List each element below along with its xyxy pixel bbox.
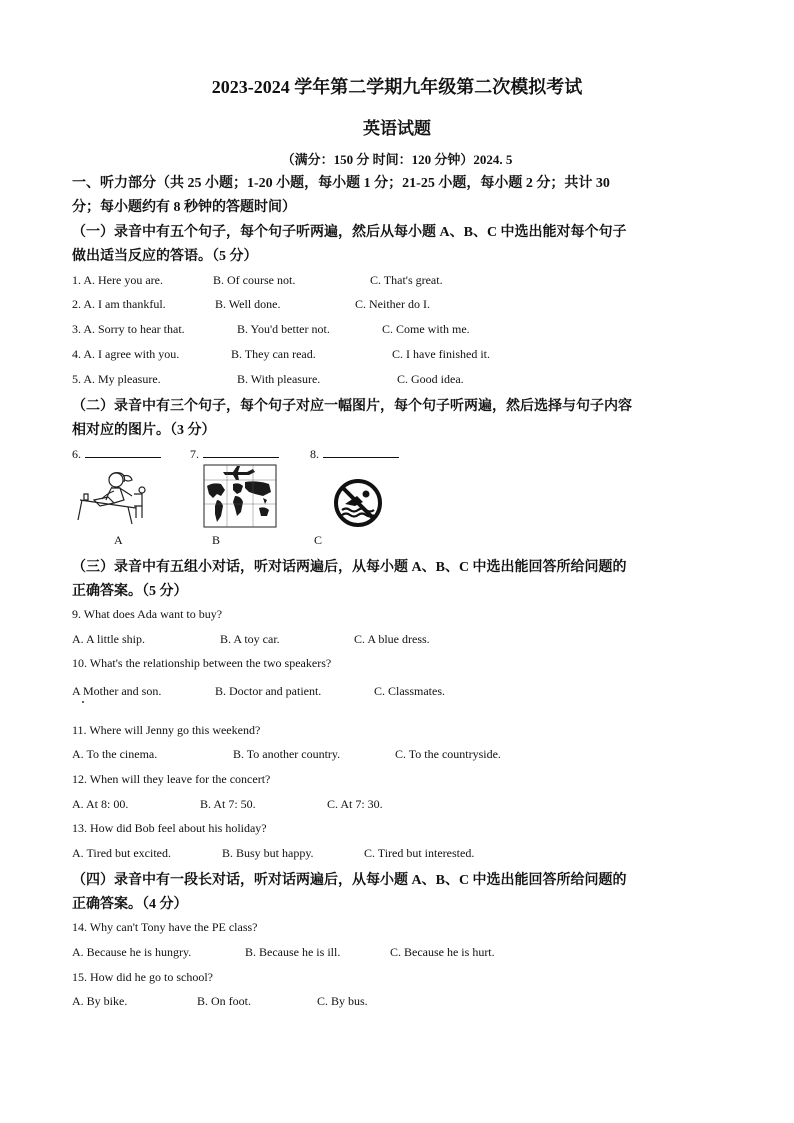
option-c[interactable]: C. A blue dress. [354,632,430,646]
option-b[interactable]: B. You'd better not. [237,322,330,336]
option-a[interactable]: 1. A. Here you are. [72,273,163,287]
option-b[interactable]: B. To another country. [233,747,341,761]
section2-instruction-line1: （二）录音中有三个句子，每个句子对应一幅图片，每个句子听两遍，然后选择与句子内容 [72,399,632,414]
option-a[interactable]: A Mother and son. [72,684,162,698]
option-b[interactable]: B. On foot. [197,994,251,1008]
girl-writing-icon [76,470,150,526]
option-c[interactable]: C. I have finished it. [392,347,490,361]
option-a[interactable]: A. Tired but excited. [72,846,171,860]
option-a[interactable]: A. By bike. [72,994,128,1008]
option-c[interactable]: C. Tired but interested. [364,846,475,860]
option-a[interactable]: A. At 8: 00. [72,797,129,811]
part1-heading-line1: 一、听力部分（共 25 小题；1-20 小题，每小题 1 分；21-25 小题，每小题 2 分；共计 30 [72,176,610,191]
blank-line [85,446,161,458]
option-b[interactable]: B. Busy but happy. [222,846,314,860]
option-b[interactable]: B. Of course not. [213,273,296,287]
blank-number: 7. [190,447,199,461]
option-a[interactable]: A. Because he is hungry. [72,945,192,959]
question-stem: 12. When will they leave for the concert? [72,772,271,786]
part1-heading-line2: 分；每小题约有 8 秒钟的答题时间） [72,200,296,215]
exam-title: 2023-2024 学年第二学期九年级第二次模拟考试 [211,77,583,97]
blank-line [203,446,279,458]
option-c[interactable]: C. Neither do I. [355,297,430,311]
option-c[interactable]: C. To the countryside. [395,747,501,761]
question-stem: 15. How did he go to school? [72,970,213,984]
option-b[interactable]: B. Because he is ill. [245,945,341,959]
picture-label-b: B [212,533,221,547]
option-c[interactable]: C. Classmates. [374,684,445,698]
blank-line [323,446,399,458]
section1-instruction-line1: （一）录音中有五个句子，每个句子听两遍，然后从每小题 A、B、C 中选出能对每个句子 [72,225,627,240]
section3-instruction-line1: （三）录音中有五组小对话，听对话两遍后，从每小题 A、B、C 中选出能回答所给问题的 [72,560,627,575]
option-b[interactable]: B. Doctor and patient. [215,684,322,698]
option-b[interactable]: B. They can read. [231,347,316,361]
section3-instruction-line2: 正确答案。（5 分） [72,584,188,599]
blank-number: 8. [310,447,319,461]
picture-label-c: C [314,533,323,547]
picture-label-a: A [114,533,123,547]
option-a[interactable]: A. To the cinema. [72,747,158,761]
option-c[interactable]: C. That's great. [370,273,443,287]
option-a[interactable]: 2. A. I am thankful. [72,297,166,311]
option-b[interactable]: B. Well done. [215,297,281,311]
no-swimming-sign-icon [333,478,383,528]
option-c[interactable]: C. Good idea. [397,372,464,386]
section4-instruction-line1: （四）录音中有一段长对话，听对话两遍后，从每小题 A、B、C 中选出能回答所给问题的 [72,873,627,888]
option-a[interactable]: 4. A. I agree with you. [72,347,180,361]
option-c[interactable]: C. By bus. [317,994,368,1008]
option-b[interactable]: B. A toy car. [220,632,280,646]
question-stem: 11. Where will Jenny go this weekend? [72,723,261,737]
option-a[interactable]: 3. A. Sorry to hear that. [72,322,185,336]
section4-instruction-line2: 正确答案。（4 分） [72,897,188,912]
option-c[interactable]: C. Because he is hurt. [390,945,495,959]
answer-blank-6[interactable] [72,446,161,462]
world-map-airplane-icon [203,464,277,528]
question-stem: 13. How did Bob feel about his holiday? [72,821,267,835]
exam-subject: 英语试题 [363,119,431,138]
option-c[interactable]: C. At 7: 30. [327,797,383,811]
option-a[interactable]: 5. A. My pleasure. [72,372,161,386]
answer-blank-8[interactable] [310,446,399,462]
section1-instruction-line2: 做出适当反应的答语。（5 分） [72,249,258,264]
answer-blank-7[interactable] [190,446,279,462]
section2-instruction-line2: 相对应的图片。（3 分） [72,423,216,438]
blank-number: 6. [72,447,81,461]
option-a[interactable]: A. A little ship. [72,632,146,646]
option-b[interactable]: B. With pleasure. [237,372,321,386]
stray-dot [82,701,84,703]
question-stem: 9. What does Ada want to buy? [72,607,223,621]
option-c[interactable]: C. Come with me. [382,322,470,336]
question-stem: 10. What's the relationship between the two speakers? [72,656,332,670]
option-b[interactable]: B. At 7: 50. [200,797,256,811]
question-stem: 14. Why can't Tony have the PE class? [72,920,258,934]
exam-meta: （满分：150 分 时间：120 分钟）2024. 5 [281,152,513,167]
